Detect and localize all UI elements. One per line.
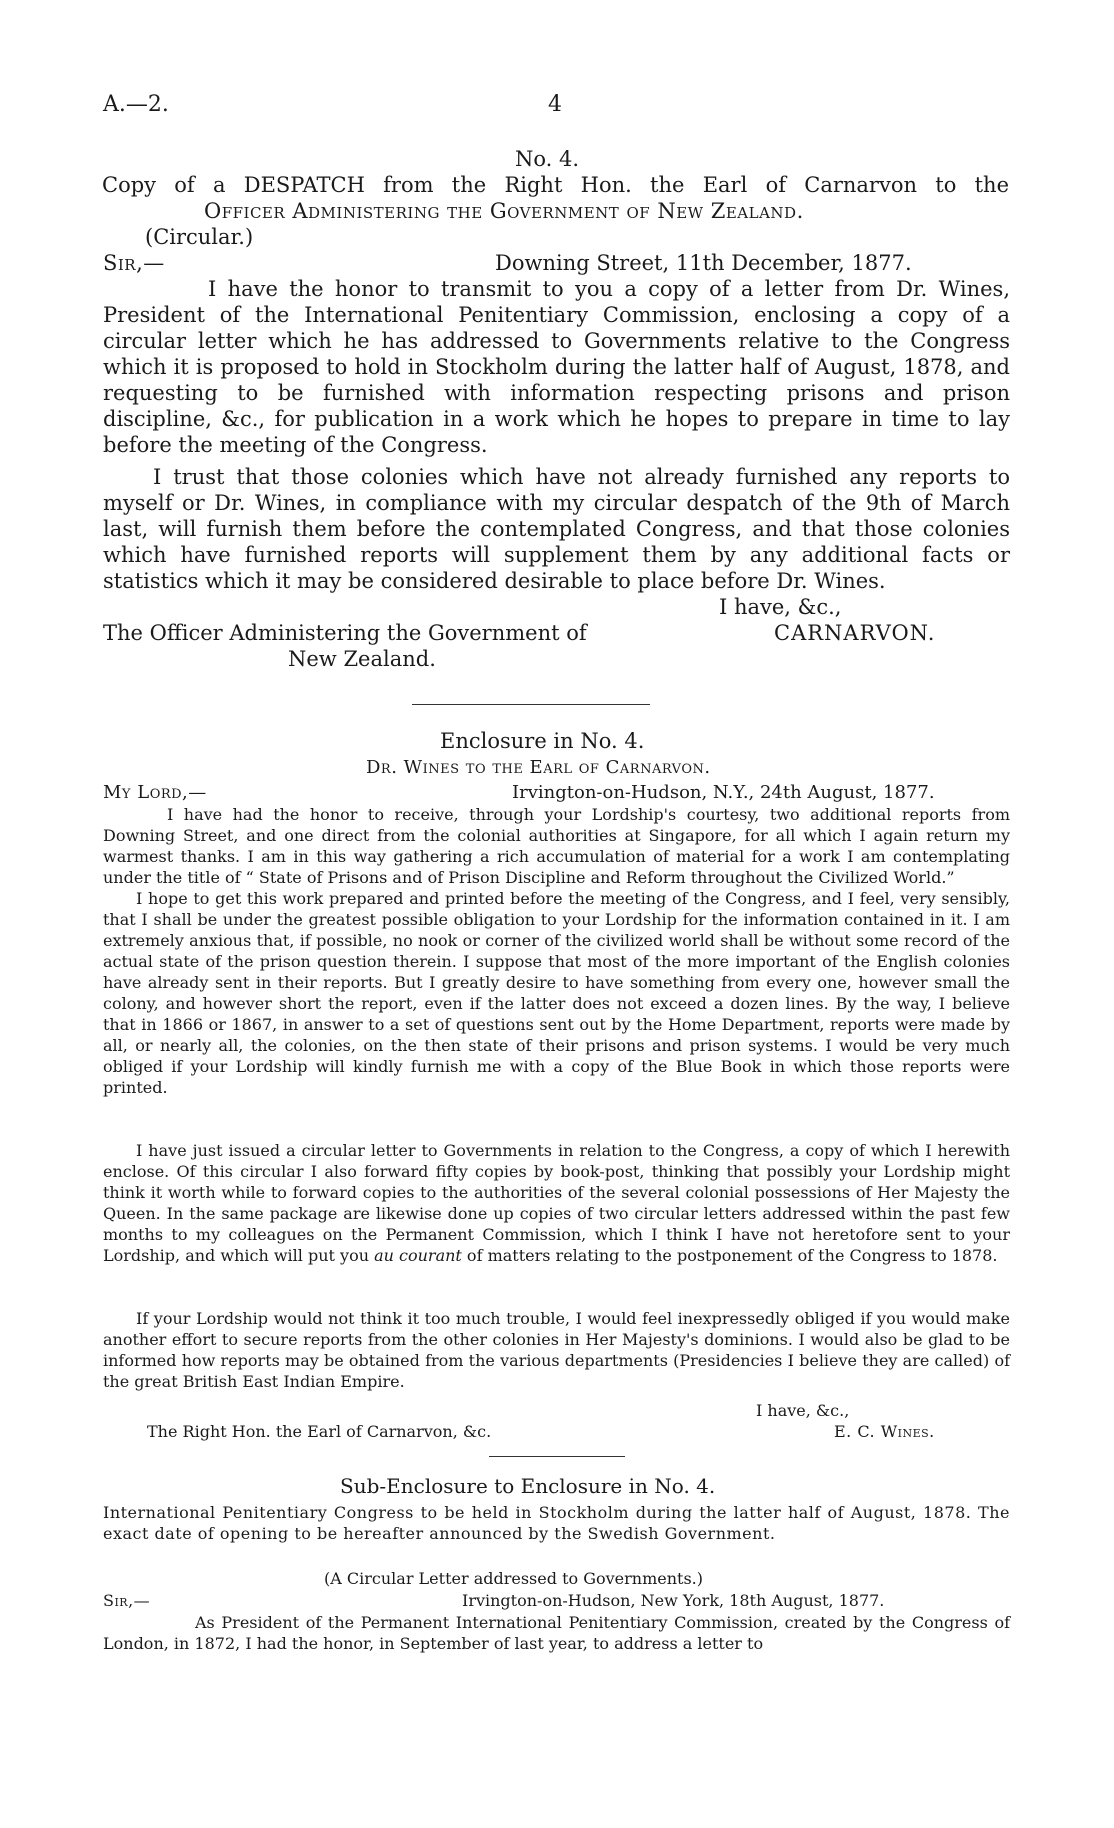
enclosure-addressee: The Right Hon. the Earl of Carnarvon, &c. (147, 1422, 492, 1441)
enclosure-paragraph-3 (103, 1140, 1010, 1266)
sub-enclosure-place-date: Irvington-on-Hudson, New York, 18th August, 1877. (462, 1591, 885, 1610)
enclosure-paragraph-1: I have had the honor to receive, through your Lordship's courtesy, two additional reports from Downing Street, and one direct from the colonial authorities at Singapore, for all which I again return my warmest thanks. I am in this way gathering a rich accumulation of material for a work I am contemplating under the title of “ State of Prisons and of Prison Discipline and Reform throughout the Civilized World.” (103, 805, 1010, 887)
sub-enclosure-salutation: Sir,— (103, 1591, 151, 1610)
despatch-paragraph-1: I have the honor to transmit to you a copy of a letter from Dr. Wines, President of the International Penitentiary Commission, enclosing a copy of a circular letter which he has addressed to Governments relative to the Congress which it is proposed to hold in Stockholm during the latter half of August, 1878, and requesting to be furnished with information respecting prisons and prison discipline, &c., for publication in a work which he hopes to prepare in time to lay before the meeting of the Congress. (103, 277, 1010, 457)
despatch-signature: CARNARVON. (774, 621, 936, 645)
enclosure-heading: Enclosure in No. 4. (440, 729, 645, 753)
enclosure-paragraph-3-text-b: of matters relating to the postponement of the Congress to 1878. (461, 1246, 998, 1265)
despatch-circular-label: (Circular.) (145, 225, 254, 249)
enclosure-signature: E. C. Wines. (834, 1422, 935, 1441)
page-number: 4 (548, 92, 562, 117)
despatch-title-line-1: Copy of a DESPATCH from the Right Hon. the Earl of Carnarvon to the (102, 173, 1009, 197)
enclosure-closing: I have, &c., (756, 1401, 850, 1420)
enclosure-paragraph-2: I hope to get this work prepared and printed before the meeting of the Congress, and I feel, very sensibly, that I shall be under the greatest possible obligation to your Lordship for the information contained in it. I am extremely anxious that, if possible, no nook or corner of the civilized world shall be without some record of the actual state of the prison question therein. I suppose that most of the more important of the English colonies have already sent in their reports. But I greatly desire to have something from every one, however small the colony, and however short the report, even if the latter does not exceed a dozen lines. By the way, I believe that in 1866 or 1867, in answer to a set of questions sent out by the Home Department, reports were made by all, or nearly all, the colonies, on the then state of their prisons and prison systems. I would be very much obliged if your Lordship will kindly furnish me with a copy of the Blue Book in which those reports were printed. (103, 889, 1010, 1097)
despatch-paragraph-2: I trust that those colonies which have not already furnished any reports to myself or Dr. Wines, in compliance with my circular despatch of the 9th of March last, will furnish them before the contemplated Congress, and that those colonies which have furnished reports will supplement them by any additional facts or statistics which it may be considered desirable to place before Dr. Wines. (103, 465, 1010, 593)
enclosure-paragraph-3-text-a: I have just issued a circular letter to Governments in relation to the Congress, a copy of which I herewith enclose. Of this circular I also forward fifty copies by book-post, thinking that possibly your Lordship might think it worth while to forward copies to the authorities of the several colonial possessions of Her Majesty the Queen. In the same package are likewise done up copies of two circular letters addressed within the past few months to my colleagues on the Permanent Commission, which I think I have not heretofore sent to your Lordship, and which will put you (103, 1141, 1010, 1265)
sub-enclosure-paragraph-1: As President of the Permanent International Penitentiary Commission, created by the Congress of London, in 1872, I had the honor, in September of last year, to address a letter to (103, 1613, 1010, 1653)
despatch-addressee-line-1: The Officer Administering the Government of (103, 621, 587, 645)
sub-enclosure-circular-note: (A Circular Letter addressed to Governments.) (324, 1569, 703, 1588)
enclosure-paragraph-3-italic: au courant (374, 1246, 462, 1265)
document-reference: A.—2. (103, 92, 169, 117)
enclosure-subheading: Dr. Wines to the Earl of Carnarvon. (366, 757, 711, 778)
despatch-title-line-2: Officer Administering the Government of New Zealand. (204, 199, 804, 223)
despatch-salutation: Sir,— (103, 251, 165, 275)
section-divider (489, 1456, 625, 1457)
despatch-number-heading: No. 4. (515, 147, 580, 171)
despatch-closing: I have, &c., (719, 595, 842, 619)
section-divider (412, 704, 650, 705)
enclosure-place-date: Irvington-on-Hudson, N.Y., 24th August, 1877. (512, 782, 935, 803)
despatch-addressee-line-2: New Zealand. (288, 647, 436, 671)
enclosure-paragraph-4: If your Lordship would not think it too much trouble, I would feel inexpressedly obliged if you would make another effort to secure reports from the other colonies in Her Majesty's dominions. I would also be glad to be informed how reports may be obtained from the various departments (Presidencies I believe they are called) of the great British East Indian Empire. (103, 1309, 1010, 1391)
despatch-place-date: Downing Street, 11th December, 1877. (495, 251, 912, 275)
sub-enclosure-congress-note: International Penitentiary Congress to be held in Stockholm during the latter half of August, 1878. The exact date of opening to be hereafter announced by the Swedish Government. (103, 1503, 1010, 1543)
enclosure-salutation: My Lord,— (103, 782, 207, 803)
sub-enclosure-heading: Sub-Enclosure to Enclosure in No. 4. (340, 1474, 716, 1498)
